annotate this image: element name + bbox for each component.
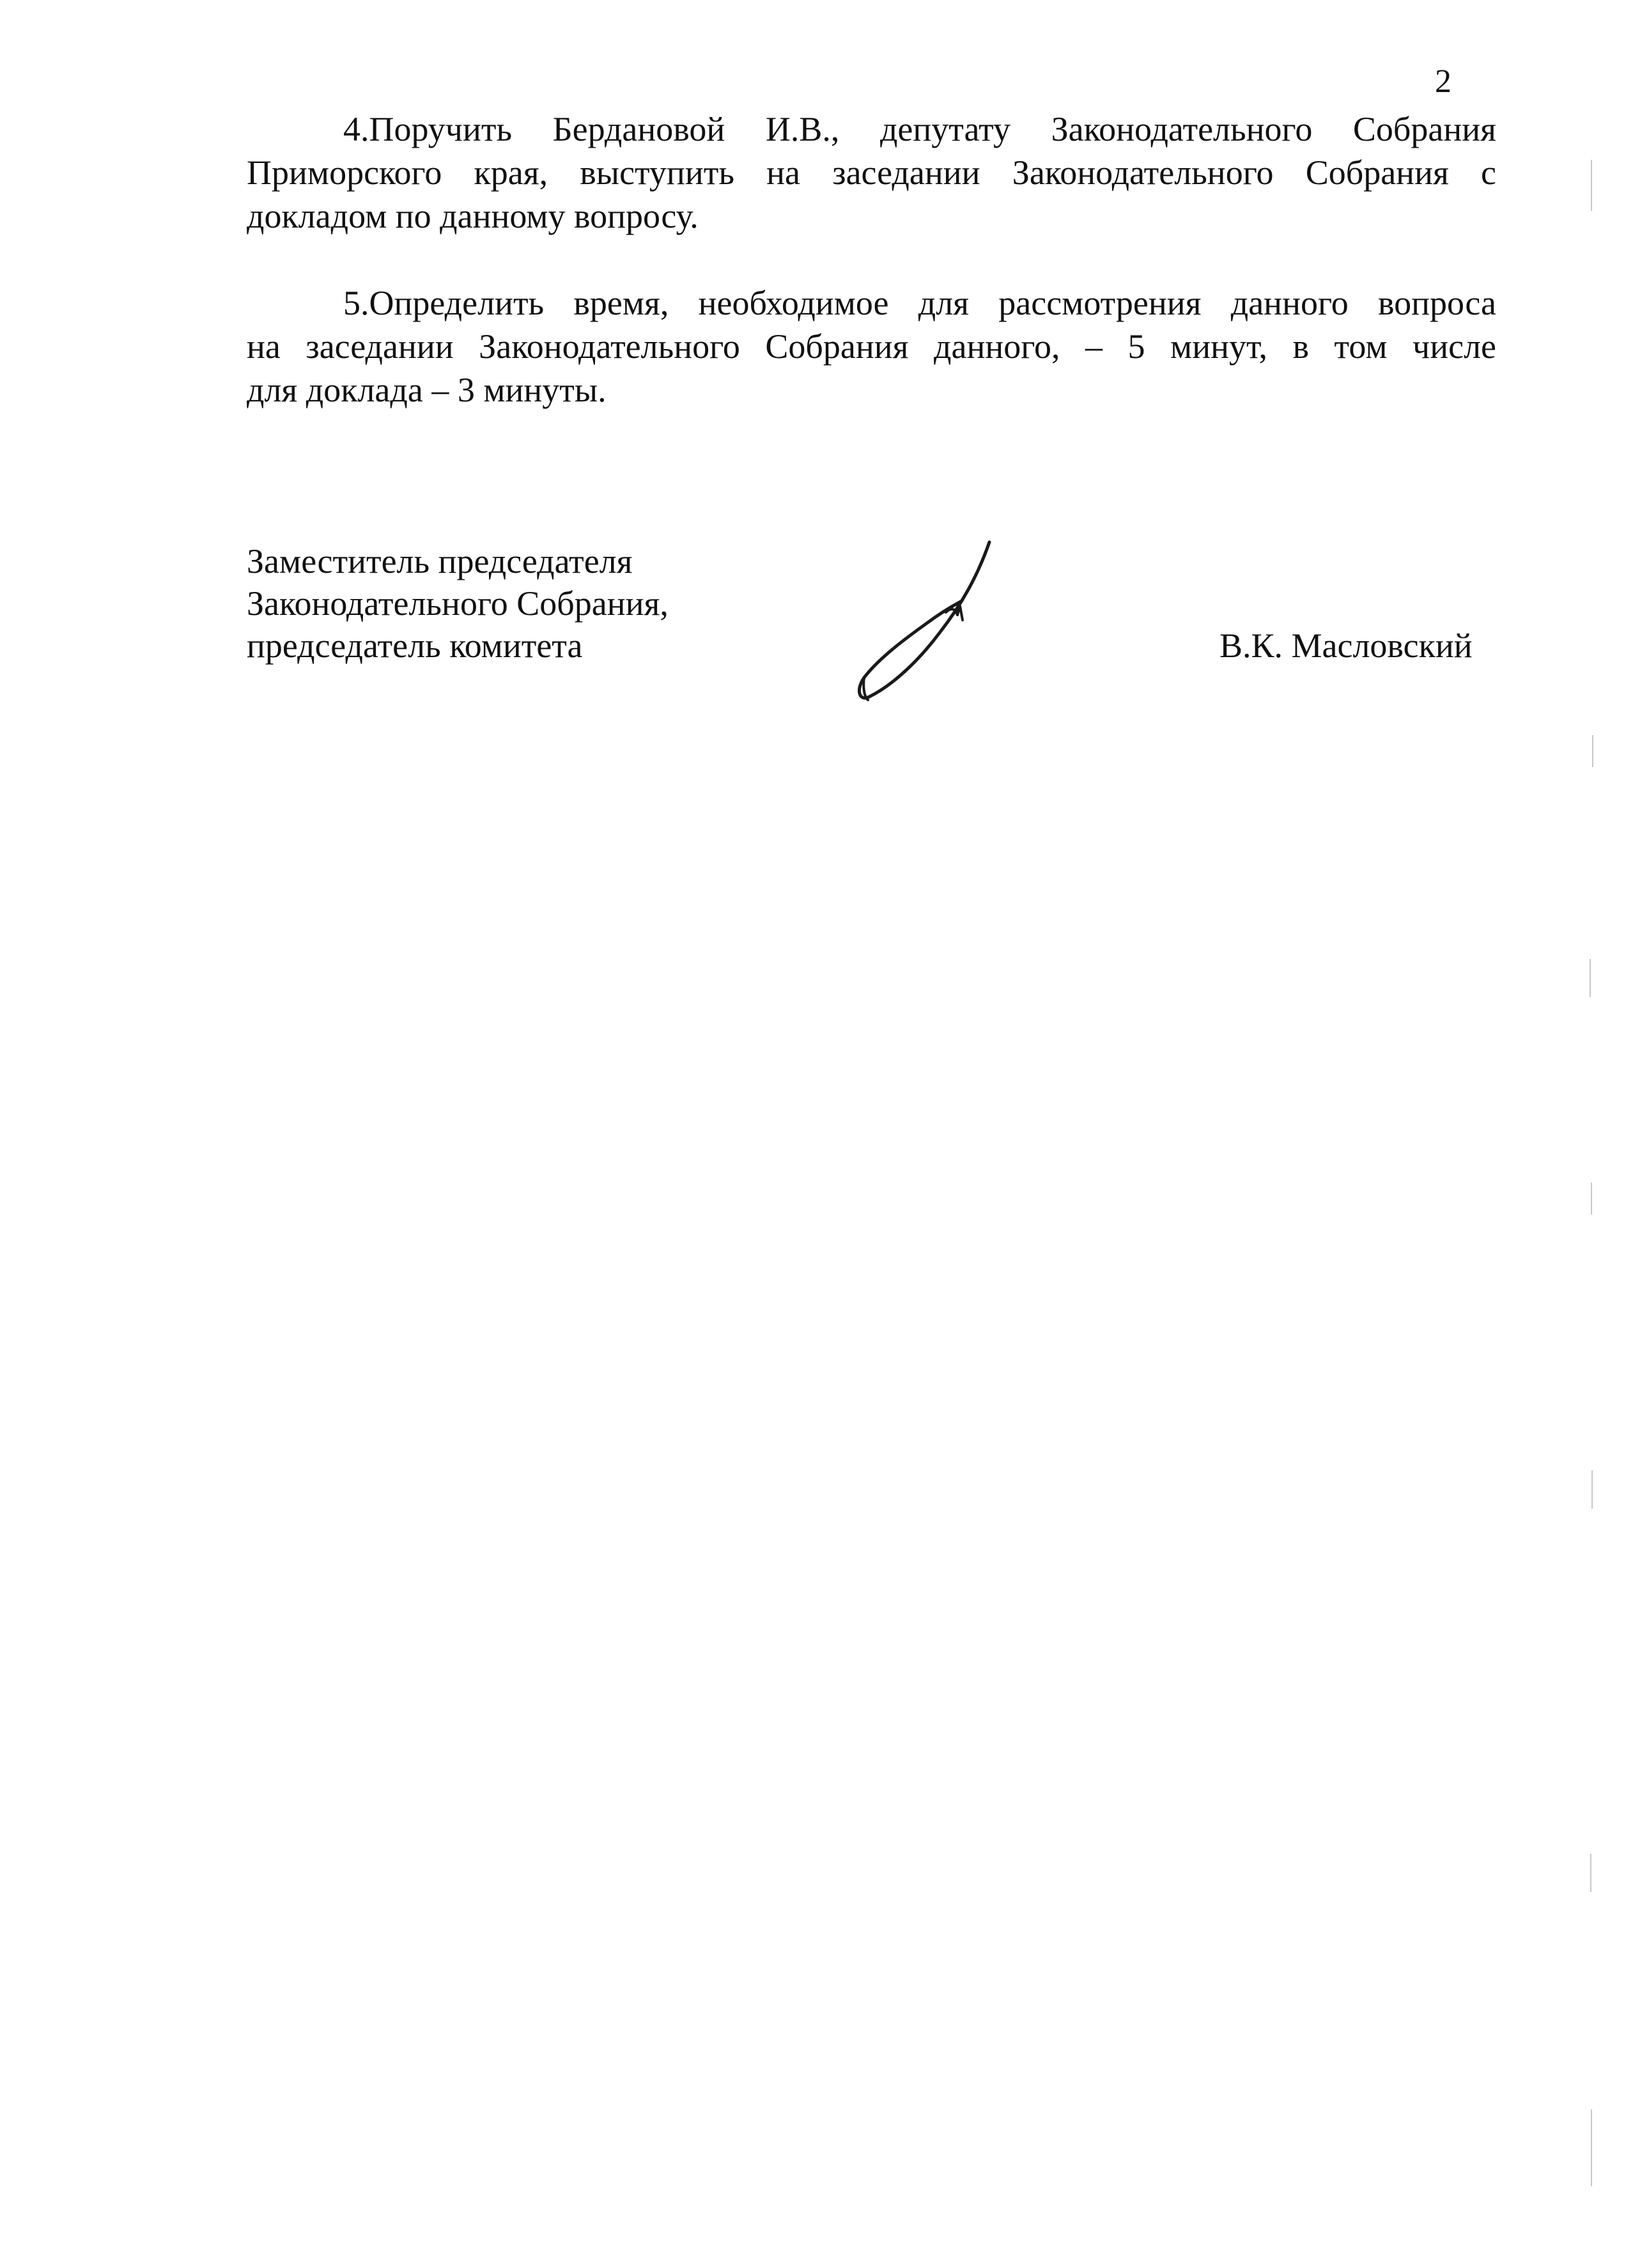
signatory-title-line: Заместитель председателя bbox=[247, 542, 633, 580]
signatory-title bbox=[247, 540, 669, 667]
signatory-title-line: Законодательного Собрания, bbox=[247, 584, 669, 623]
paragraph-line: для доклада – 3 минуты. bbox=[247, 371, 607, 409]
signatory-name: В.К. Масловский bbox=[1219, 626, 1473, 665]
paragraph-line: 5.Определить время, необходимое для рассмотрения данного вопроса bbox=[343, 284, 1496, 322]
paragraph-item-4 bbox=[247, 107, 1496, 238]
paragraph-item-5 bbox=[247, 281, 1496, 412]
paragraph-line: докладом по данному вопросу. bbox=[247, 197, 699, 235]
handwritten-signature bbox=[850, 537, 1010, 703]
paragraph-line: на заседании Законодательного Собрания данного, – 5 минут, в том числе bbox=[247, 327, 1496, 366]
page-number: 2 bbox=[1435, 63, 1451, 100]
paragraph-line: Приморского края, выступить на заседании Законодательного Собрания с bbox=[247, 153, 1496, 192]
signatory-title-line: председатель комитета bbox=[247, 626, 583, 665]
paragraph-line: 4.Поручить Бердановой И.В., депутату Законодательного Собрания bbox=[343, 110, 1496, 148]
scan-edge-artifact bbox=[1579, 0, 1604, 2268]
